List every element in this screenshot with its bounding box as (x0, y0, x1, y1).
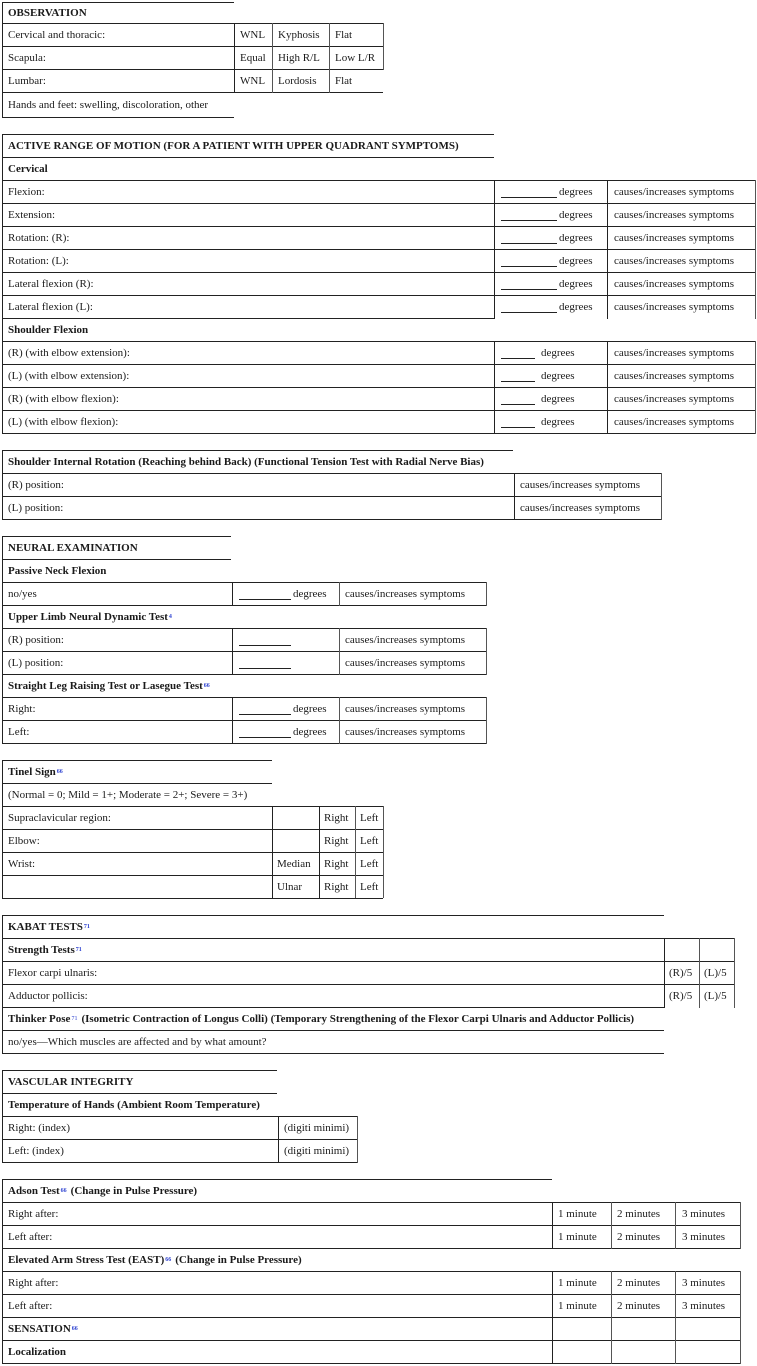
degrees-field[interactable] (495, 342, 607, 364)
time-option[interactable]: 2 minutes (617, 1277, 661, 1289)
ulndt-label: (L) position: (8, 657, 64, 669)
strength-left-field[interactable]: (L)/5 (704, 990, 727, 1002)
symptoms-option[interactable]: causes/increases symptoms (345, 726, 466, 738)
degrees-unit: degrees (541, 370, 575, 382)
shoulder-flexion-label: (R) (with elbow extension): (8, 347, 130, 359)
degrees-field[interactable] (495, 181, 607, 203)
degrees-unit: degrees (541, 416, 575, 428)
strength-label: Flexor carpi ulnaris: (8, 967, 98, 979)
blank-line (239, 727, 291, 738)
time-option[interactable]: 1 minute (558, 1231, 597, 1243)
shoulder-flexion-label: (R) (with elbow flexion): (8, 393, 119, 405)
degrees-field[interactable] (495, 273, 607, 295)
blank-line (501, 417, 535, 428)
sensation-field[interactable] (553, 1318, 611, 1340)
adson-title-text: Adson Test (8, 1185, 60, 1197)
tinel-label: Elbow: (8, 835, 40, 847)
symptoms-option[interactable]: causes/increases symptoms (614, 209, 735, 221)
blank-line (239, 658, 291, 669)
time-option[interactable]: 2 minutes (617, 1231, 661, 1243)
degrees-field[interactable] (233, 721, 339, 743)
strength-left-field[interactable]: (L)/5 (704, 967, 727, 979)
tinel-nerve: Ulnar (277, 881, 303, 893)
thinker-title-text: Thinker Pose (8, 1013, 71, 1025)
symptoms-option[interactable]: causes/increases symptoms (345, 657, 466, 669)
sensation-field[interactable] (675, 1318, 740, 1340)
temperature-label[interactable]: Right: (index) (8, 1122, 71, 1134)
degrees-field[interactable] (495, 204, 607, 226)
thinker-description: (Isometric Contraction of Longus Colli) (Temporary Strengthening of the Flexor Carpi Ulnaris and Adductor Pollicis) (81, 1013, 635, 1025)
symptoms-option[interactable]: causes/increases symptoms (345, 634, 466, 646)
strength-title-text: Strength Tests (8, 944, 75, 956)
observation-option[interactable]: Lordosis (278, 75, 317, 87)
slr-subtitle (2, 675, 302, 697)
degrees-unit: degrees (541, 347, 575, 359)
degrees-field[interactable] (495, 296, 607, 318)
reference-link[interactable]: 4 (168, 614, 172, 620)
temperature-subtitle: Temperature of Hands (Ambient Room Temperature) (8, 1099, 260, 1111)
position-field[interactable] (233, 629, 339, 651)
blank-line (501, 256, 557, 267)
observation-option[interactable]: Kyphosis (278, 29, 320, 41)
degrees-unit: degrees (559, 301, 593, 313)
column-divider (607, 180, 608, 319)
observation-label: Scapula: (8, 52, 46, 64)
observation-option[interactable]: Flat (335, 29, 353, 41)
symptoms-option[interactable]: causes/increases symptoms (614, 393, 735, 405)
symptoms-option[interactable]: causes/increases symptoms (345, 588, 466, 600)
tinel-label: Wrist: (8, 858, 36, 870)
blank-line (501, 187, 557, 198)
east-title (2, 1249, 552, 1271)
symptoms-option[interactable]: causes/increases symptoms (614, 370, 735, 382)
observation-option[interactable]: WNL (240, 29, 266, 41)
ulndt-subtitle (2, 606, 302, 628)
blank-line (239, 635, 291, 646)
symptoms-option[interactable]: causes/increases symptoms (614, 278, 735, 290)
reference-link[interactable]: 71 (75, 947, 82, 953)
blank-line (239, 704, 291, 715)
reference-link[interactable]: 71 (71, 1016, 78, 1022)
reference-link[interactable]: 66 (203, 683, 210, 689)
tinel-nerve: Median (277, 858, 311, 870)
symptoms-option[interactable]: causes/increases symptoms (520, 502, 641, 514)
time-option[interactable]: 3 minutes (682, 1231, 726, 1243)
ulndt-label: (R) position: (8, 634, 64, 646)
localization-field[interactable] (611, 1341, 675, 1363)
cervical-label: Lateral flexion (L): (8, 301, 93, 313)
degrees-unit: degrees (559, 186, 593, 198)
localization-field[interactable] (675, 1341, 740, 1363)
time-option[interactable]: 3 minutes (682, 1300, 726, 1312)
east-description: (Change in Pulse Pressure) (175, 1254, 302, 1266)
sensation-field[interactable] (611, 1318, 675, 1340)
degrees-field[interactable] (233, 583, 339, 605)
tinel-left-field[interactable]: Left (360, 835, 379, 847)
kabat-title-text: KABAT TESTS (8, 921, 83, 933)
observation-option[interactable]: Equal (240, 52, 266, 64)
slr-title-text: Straight Leg Raising Test or Lasegue Test (8, 680, 203, 692)
tinel-label: Supraclavicular region: (8, 812, 111, 824)
time-option[interactable]: 2 minutes (617, 1208, 661, 1220)
blank-line (239, 589, 291, 600)
arom-title: ACTIVE RANGE OF MOTION (FOR A PATIENT WITH UPPER QUADRANT SYMPTOMS) (8, 140, 459, 152)
degrees-unit: degrees (559, 255, 593, 267)
row-divider (2, 898, 383, 899)
symptoms-option[interactable]: causes/increases symptoms (614, 301, 735, 313)
degrees-unit: degrees (293, 703, 327, 715)
time-option[interactable]: 2 minutes (617, 1300, 661, 1312)
blank-line (501, 210, 557, 221)
cervical-label: Rotation: (R): (8, 232, 70, 244)
time-option[interactable]: 1 minute (558, 1208, 597, 1220)
east-title-text: Elevated Arm Stress Test (EAST) (8, 1254, 165, 1266)
pulse-label: Left after: (8, 1300, 53, 1312)
sensation-title (2, 1318, 552, 1340)
column-divider (494, 341, 495, 434)
symptoms-option[interactable]: causes/increases symptoms (345, 703, 466, 715)
slr-label: Right: (8, 703, 36, 715)
symptoms-option[interactable]: causes/increases symptoms (614, 186, 735, 198)
sensation-title-text: SENSATION (8, 1323, 71, 1335)
reference-link[interactable]: 66 (71, 1326, 78, 1332)
tinel-right-field[interactable]: Right (324, 858, 349, 870)
tinel-left-field[interactable]: Left (360, 881, 379, 893)
hands-feet-field[interactable]: Hands and feet: swelling, discoloration, other (8, 99, 209, 111)
blank-line (501, 348, 535, 359)
cervical-label: Flexion: (8, 186, 45, 198)
blank-line (501, 279, 557, 290)
tinel-right-field[interactable]: Right (324, 881, 349, 893)
pulse-label: Right after: (8, 1277, 59, 1289)
degrees-unit: degrees (293, 588, 327, 600)
reference-link[interactable]: 71 (83, 924, 90, 930)
column-divider (494, 180, 495, 319)
digiti-minimi-field[interactable]: (digiti minimi) (284, 1145, 350, 1157)
blank-line (501, 302, 557, 313)
observation-option[interactable]: WNL (240, 75, 266, 87)
reference-link[interactable]: 66 (165, 1257, 172, 1263)
shoulder-ir-label: (R) position: (8, 479, 64, 491)
kabat-title (2, 916, 664, 938)
neural-title: NEURAL EXAMINATION (8, 542, 138, 554)
symptoms-option[interactable]: causes/increases symptoms (520, 479, 641, 491)
degrees-unit: degrees (541, 393, 575, 405)
time-option[interactable]: 3 minutes (682, 1208, 726, 1220)
slr-label: Left: (8, 726, 30, 738)
tinel-right-field[interactable]: Right (324, 812, 349, 824)
strength-right-field[interactable]: (R)/5 (669, 967, 693, 979)
time-option[interactable]: 1 minute (558, 1277, 597, 1289)
tinel-nerve (273, 807, 319, 829)
adson-title (2, 1180, 552, 1202)
strength-label: Adductor pollicis: (8, 990, 88, 1002)
vascular-title: VASCULAR INTEGRITY (8, 1076, 134, 1088)
blank-line (501, 394, 535, 405)
position-field[interactable] (233, 652, 339, 674)
tinel-nerve (273, 830, 319, 852)
cervical-label: Extension: (8, 209, 56, 221)
row-divider (2, 433, 755, 434)
observation-title: OBSERVATION (8, 7, 87, 19)
symptoms-option[interactable]: causes/increases symptoms (614, 232, 735, 244)
tinel-left-field[interactable]: Left (360, 812, 379, 824)
localization-title: Localization (8, 1346, 67, 1358)
observation-option[interactable]: Flat (335, 75, 353, 87)
observation-option[interactable]: Low L/R (335, 52, 376, 64)
tinel-scale: (Normal = 0; Mild = 1+; Moderate = 2+; Severe = 3+) (8, 789, 248, 801)
passive-neck-label: no/yes (8, 588, 37, 600)
cervical-label: Rotation: (L): (8, 255, 69, 267)
temperature-label[interactable]: Left: (index) (8, 1145, 64, 1157)
column-divider (607, 341, 608, 434)
adson-description: (Change in Pulse Pressure) (70, 1185, 198, 1197)
tinel-right-field[interactable]: Right (324, 835, 349, 847)
tinel-title-text: Tinel Sign (8, 766, 56, 778)
blank-line (501, 371, 535, 382)
degrees-unit: degrees (559, 278, 593, 290)
degrees-field[interactable] (495, 388, 607, 410)
strength-subtitle (2, 939, 664, 961)
degrees-field[interactable] (495, 411, 607, 433)
degrees-field[interactable] (495, 250, 607, 272)
tinel-left-field[interactable]: Left (360, 858, 379, 870)
ulndt-title-text: Upper Limb Neural Dynamic Test (8, 611, 168, 623)
degrees-unit: degrees (293, 726, 327, 738)
time-option[interactable]: 3 minutes (682, 1277, 726, 1289)
shoulder-flexion-label: (L) (with elbow extension): (8, 370, 130, 382)
degrees-unit: degrees (559, 209, 593, 221)
passive-neck-subtitle: Passive Neck Flexion (8, 565, 107, 577)
shoulder-ir-title: Shoulder Internal Rotation (Reaching behind Back) (Functional Tension Test with Radial Nerve Bias) (8, 456, 484, 468)
tinel-label (2, 876, 272, 898)
blank-line (501, 233, 557, 244)
time-option[interactable]: 1 minute (558, 1300, 597, 1312)
localization-field[interactable] (553, 1341, 611, 1363)
degrees-field[interactable] (495, 227, 607, 249)
cervical-label: Lateral flexion (R): (8, 278, 94, 290)
cervical-subtitle: Cervical (8, 163, 48, 175)
degrees-unit: degrees (559, 232, 593, 244)
shoulder-flexion-subtitle: Shoulder Flexion (8, 324, 89, 336)
degrees-field[interactable] (495, 365, 607, 387)
degrees-field[interactable] (233, 698, 339, 720)
shoulder-flexion-label: (L) (with elbow flexion): (8, 416, 119, 428)
symptoms-option[interactable]: causes/increases symptoms (614, 347, 735, 359)
thinker-question[interactable]: no/yes—Which muscles are affected and by what amount? (8, 1036, 267, 1048)
symptoms-option[interactable]: causes/increases symptoms (614, 416, 735, 428)
reference-link[interactable]: 66 (56, 769, 63, 775)
shoulder-ir-label: (L) position: (8, 502, 64, 514)
pulse-label: Left after: (8, 1231, 53, 1243)
digiti-minimi-field[interactable]: (digiti minimi) (284, 1122, 350, 1134)
observation-option[interactable]: High R/L (278, 52, 320, 64)
thinker-subtitle (2, 1008, 664, 1030)
column-divider (755, 180, 756, 319)
symptoms-option[interactable]: causes/increases symptoms (614, 255, 735, 267)
observation-label: Lumbar: (8, 75, 46, 87)
tinel-title (2, 761, 272, 783)
observation-label: Cervical and thoracic: (8, 29, 106, 41)
reference-link[interactable]: 66 (60, 1188, 67, 1194)
strength-right-field[interactable]: (R)/5 (669, 990, 693, 1002)
pulse-label: Right after: (8, 1208, 59, 1220)
column-divider (755, 341, 756, 434)
